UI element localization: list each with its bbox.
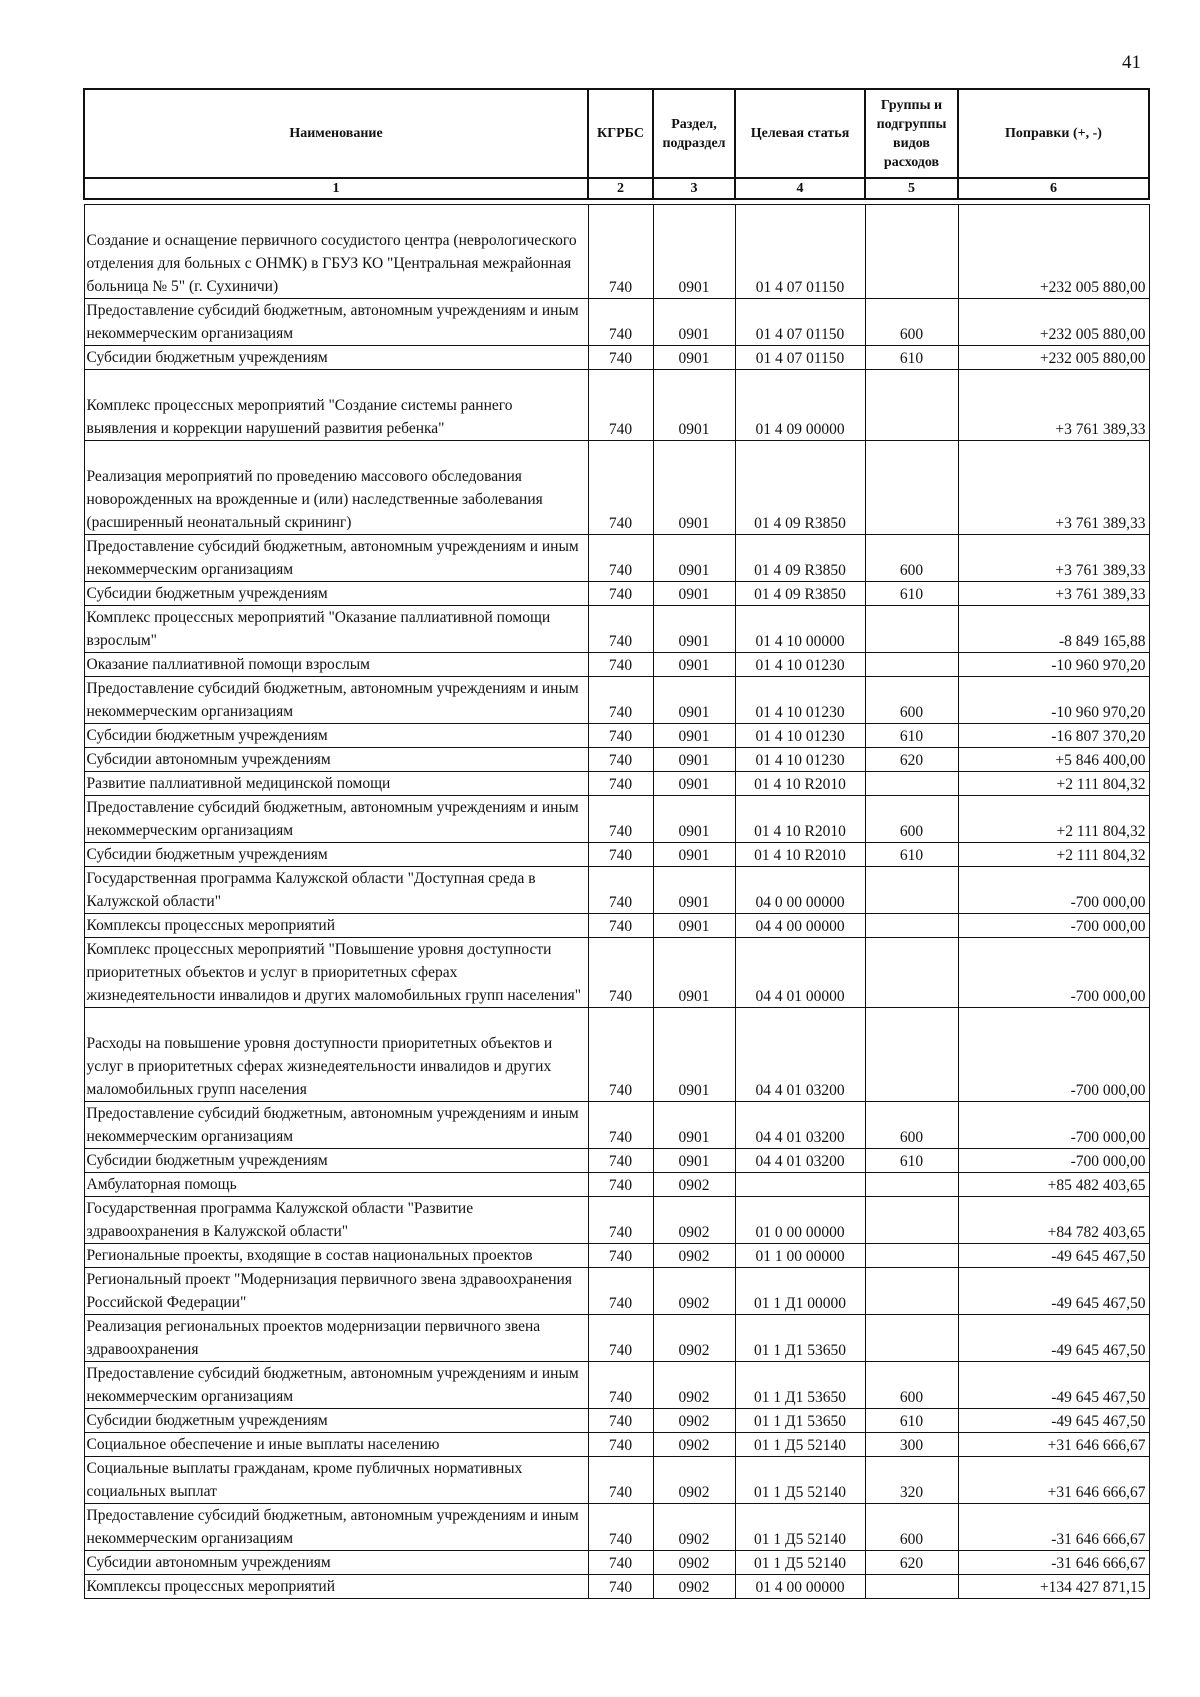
column-number: 6	[958, 178, 1149, 199]
row-section: 0902	[653, 1315, 735, 1362]
row-expense-group: 610	[865, 346, 958, 370]
row-amendment-amount: -49 645 467,50	[958, 1244, 1149, 1268]
row-target-article: 01 4 00 00000	[735, 1575, 865, 1599]
row-name: Реализация мероприятий по проведению массового обследования новорожденных на врожденные и (или) наследственные заболевания (расширенный неонатальный скрининг)	[84, 441, 588, 535]
row-expense-group: 610	[865, 843, 958, 867]
row-expense-group: 600	[865, 796, 958, 843]
row-name: Региональные проекты, входящие в состав национальных проектов	[84, 1244, 588, 1268]
row-target-article: 01 4 07 01150	[735, 299, 865, 346]
row-amendment-amount: -700 000,00	[958, 1149, 1149, 1173]
row-target-article: 01 4 10 R2010	[735, 796, 865, 843]
row-kgrbs: 740	[588, 1575, 653, 1599]
row-target-article: 01 4 10 01230	[735, 677, 865, 724]
row-name: Комплекс процессных мероприятий "Создание системы раннего выявления и коррекции нарушений развития ребенка"	[84, 370, 588, 441]
table-row	[84, 1149, 1149, 1173]
row-amendment-amount: +2 111 804,32	[958, 843, 1149, 867]
row-name: Государственная программа Калужской области "Доступная среда в Калужской области"	[84, 867, 588, 914]
row-amendment-amount: -49 645 467,50	[958, 1362, 1149, 1409]
row-name: Предоставление субсидий бюджетным, автономным учреждениям и иным некоммерческим организациям	[84, 677, 588, 724]
row-name: Предоставление субсидий бюджетным, автономным учреждениям и иным некоммерческим организациям	[84, 1504, 588, 1551]
row-expense-group	[865, 1575, 958, 1599]
row-amendment-amount: -700 000,00	[958, 1008, 1149, 1102]
row-kgrbs: 740	[588, 1551, 653, 1575]
row-expense-group	[865, 370, 958, 441]
row-amendment-amount: +84 782 403,65	[958, 1197, 1149, 1244]
table-row	[84, 582, 1149, 606]
row-section: 0902	[653, 1457, 735, 1504]
table-row	[84, 938, 1149, 1008]
row-expense-group: 610	[865, 724, 958, 748]
row-amendment-amount: +232 005 880,00	[958, 299, 1149, 346]
table-row	[84, 1575, 1149, 1599]
row-kgrbs: 740	[588, 1197, 653, 1244]
row-section: 0901	[653, 370, 735, 441]
table-row	[84, 772, 1149, 796]
row-expense-group: 600	[865, 1504, 958, 1551]
row-target-article: 01 4 10 R2010	[735, 772, 865, 796]
row-section: 0901	[653, 535, 735, 582]
row-expense-group	[865, 1244, 958, 1268]
row-kgrbs: 740	[588, 1362, 653, 1409]
row-amendment-amount: -49 645 467,50	[958, 1268, 1149, 1315]
row-kgrbs: 740	[588, 1149, 653, 1173]
row-name: Амбулаторная помощь	[84, 1173, 588, 1197]
row-amendment-amount: -8 849 165,88	[958, 606, 1149, 653]
row-target-article: 01 1 00 00000	[735, 1244, 865, 1268]
table-row	[84, 1551, 1149, 1575]
row-amendment-amount: -49 645 467,50	[958, 1409, 1149, 1433]
row-expense-group	[865, 1008, 958, 1102]
table-row	[84, 205, 1149, 299]
row-name: Комплексы процессных мероприятий	[84, 914, 588, 938]
table-row	[84, 1008, 1149, 1102]
row-name: Субсидии автономным учреждениям	[84, 748, 588, 772]
row-name: Предоставление субсидий бюджетным, автономным учреждениям и иным некоммерческим организациям	[84, 1362, 588, 1409]
page-number: 41	[1122, 52, 1141, 73]
column-number-row	[84, 178, 1149, 199]
row-section: 0901	[653, 346, 735, 370]
row-expense-group: 300	[865, 1433, 958, 1457]
row-expense-group: 320	[865, 1457, 958, 1504]
row-name: Комплекс процессных мероприятий "Оказание паллиативной помощи взрослым"	[84, 606, 588, 653]
table-row	[84, 1362, 1149, 1409]
row-name: Субсидии автономным учреждениям	[84, 1551, 588, 1575]
row-amendment-amount: +3 761 389,33	[958, 582, 1149, 606]
row-target-article: 01 4 10 01230	[735, 748, 865, 772]
row-expense-group	[865, 1315, 958, 1362]
row-section: 0901	[653, 441, 735, 535]
row-target-article: 04 0 00 00000	[735, 867, 865, 914]
header-section: Раздел, подраздел	[653, 89, 735, 178]
row-target-article: 01 4 10 01230	[735, 653, 865, 677]
row-name: Социальное обеспечение и иные выплаты населению	[84, 1433, 588, 1457]
row-amendment-amount: +5 846 400,00	[958, 748, 1149, 772]
table-row	[84, 1173, 1149, 1197]
row-kgrbs: 740	[588, 535, 653, 582]
row-kgrbs: 740	[588, 748, 653, 772]
table-row	[84, 843, 1149, 867]
row-section: 0901	[653, 1149, 735, 1173]
row-name: Государственная программа Калужской области "Развитие здравоохранения в Калужской области"	[84, 1197, 588, 1244]
row-name: Расходы на повышение уровня доступности приоритетных объектов и услуг в приоритетных сферах жизнедеятельности инвалидов и других маломобильных групп населения	[84, 1008, 588, 1102]
row-name: Субсидии бюджетным учреждениям	[84, 582, 588, 606]
row-section: 0901	[653, 938, 735, 1008]
row-section: 0902	[653, 1504, 735, 1551]
row-section: 0902	[653, 1197, 735, 1244]
row-expense-group	[865, 205, 958, 299]
table-row	[84, 796, 1149, 843]
row-expense-group	[865, 606, 958, 653]
row-kgrbs: 740	[588, 1457, 653, 1504]
row-name: Субсидии бюджетным учреждениям	[84, 1149, 588, 1173]
table-row	[84, 299, 1149, 346]
row-expense-group: 600	[865, 299, 958, 346]
row-target-article: 01 4 10 00000	[735, 606, 865, 653]
row-expense-group: 610	[865, 1149, 958, 1173]
row-amendment-amount: +3 761 389,33	[958, 370, 1149, 441]
row-expense-group	[865, 867, 958, 914]
row-expense-group: 620	[865, 1551, 958, 1575]
row-name: Субсидии бюджетным учреждениям	[84, 346, 588, 370]
row-amendment-amount: -10 960 970,20	[958, 677, 1149, 724]
row-name: Субсидии бюджетным учреждениям	[84, 1409, 588, 1433]
table-row	[84, 724, 1149, 748]
row-target-article: 01 1 Д1 00000	[735, 1268, 865, 1315]
row-name: Реализация региональных проектов модернизации первичного звена здравоохранения	[84, 1315, 588, 1362]
row-section: 0902	[653, 1268, 735, 1315]
row-amendment-amount: -16 807 370,20	[958, 724, 1149, 748]
row-kgrbs: 740	[588, 1008, 653, 1102]
row-expense-group	[865, 772, 958, 796]
row-expense-group	[865, 653, 958, 677]
table-row	[84, 1409, 1149, 1433]
row-expense-group	[865, 1197, 958, 1244]
row-amendment-amount: +134 427 871,15	[958, 1575, 1149, 1599]
row-target-article: 01 4 10 01230	[735, 724, 865, 748]
header-kgrbs: КГРБС	[588, 89, 653, 178]
row-amendment-amount: -700 000,00	[958, 938, 1149, 1008]
row-kgrbs: 740	[588, 1504, 653, 1551]
row-target-article: 01 1 Д1 53650	[735, 1409, 865, 1433]
header-groups: Группы и подгруппы видов расходов	[865, 89, 958, 178]
column-number: 1	[84, 178, 588, 199]
table-row	[84, 1244, 1149, 1268]
table-body	[84, 205, 1149, 1599]
table-row	[84, 1457, 1149, 1504]
row-name: Комплекс процессных мероприятий "Повышение уровня доступности приоритетных объектов и услуг в приоритетных сферах жизнедеятельности инвалидов и других маломобильных групп населения"	[84, 938, 588, 1008]
row-kgrbs: 740	[588, 914, 653, 938]
row-kgrbs: 740	[588, 1268, 653, 1315]
row-section: 0902	[653, 1362, 735, 1409]
row-section: 0902	[653, 1409, 735, 1433]
row-section: 0901	[653, 205, 735, 299]
row-section: 0902	[653, 1575, 735, 1599]
row-kgrbs: 740	[588, 606, 653, 653]
row-target-article: 01 4 07 01150	[735, 346, 865, 370]
row-kgrbs: 740	[588, 370, 653, 441]
row-target-article: 01 4 09 R3850	[735, 582, 865, 606]
row-target-article: 04 4 01 03200	[735, 1102, 865, 1149]
row-expense-group	[865, 1173, 958, 1197]
header-target: Целевая статья	[735, 89, 865, 178]
row-amendment-amount: +3 761 389,33	[958, 535, 1149, 582]
row-kgrbs: 740	[588, 653, 653, 677]
row-section: 0901	[653, 582, 735, 606]
row-kgrbs: 740	[588, 796, 653, 843]
row-kgrbs: 740	[588, 205, 653, 299]
row-amendment-amount: +31 646 666,67	[958, 1433, 1149, 1457]
row-section: 0901	[653, 914, 735, 938]
row-amendment-amount: -31 646 666,67	[958, 1551, 1149, 1575]
row-target-article: 01 1 Д5 52140	[735, 1457, 865, 1504]
row-amendment-amount: +2 111 804,32	[958, 772, 1149, 796]
row-section: 0901	[653, 796, 735, 843]
table-row	[84, 653, 1149, 677]
row-section: 0901	[653, 1008, 735, 1102]
header-row	[84, 89, 1149, 178]
row-section: 0901	[653, 653, 735, 677]
row-kgrbs: 740	[588, 1244, 653, 1268]
row-name: Предоставление субсидий бюджетным, автономным учреждениям и иным некоммерческим организациям	[84, 1102, 588, 1149]
row-target-article: 01 1 Д5 52140	[735, 1433, 865, 1457]
row-name: Предоставление субсидий бюджетным, автономным учреждениям и иным некоммерческим организациям	[84, 299, 588, 346]
row-amendment-amount: -700 000,00	[958, 914, 1149, 938]
table-row	[84, 748, 1149, 772]
row-section: 0901	[653, 867, 735, 914]
row-amendment-amount: +232 005 880,00	[958, 205, 1149, 299]
row-amendment-amount: +85 482 403,65	[958, 1173, 1149, 1197]
row-expense-group: 600	[865, 535, 958, 582]
table-row	[84, 441, 1149, 535]
column-number: 4	[735, 178, 865, 199]
row-name: Создание и оснащение первичного сосудистого центра (неврологического отделения для больных с ОНМК) в ГБУЗ КО "Центральная межрайонная больница № 5" (г. Сухиничи)	[84, 205, 588, 299]
row-expense-group	[865, 914, 958, 938]
row-expense-group	[865, 938, 958, 1008]
row-expense-group: 600	[865, 1362, 958, 1409]
row-kgrbs: 740	[588, 1433, 653, 1457]
row-name: Социальные выплаты гражданам, кроме публичных нормативных социальных выплат	[84, 1457, 588, 1504]
row-name: Предоставление субсидий бюджетным, автономным учреждениям и иным некоммерческим организациям	[84, 535, 588, 582]
row-kgrbs: 740	[588, 867, 653, 914]
row-target-article: 01 4 07 01150	[735, 205, 865, 299]
row-amendment-amount: -10 960 970,20	[958, 653, 1149, 677]
column-number: 5	[865, 178, 958, 199]
row-kgrbs: 740	[588, 1409, 653, 1433]
row-expense-group: 620	[865, 748, 958, 772]
row-section: 0902	[653, 1173, 735, 1197]
row-section: 0901	[653, 299, 735, 346]
table-row	[84, 1102, 1149, 1149]
row-kgrbs: 740	[588, 677, 653, 724]
row-target-article: 01 4 09 R3850	[735, 441, 865, 535]
row-target-article: 01 1 Д5 52140	[735, 1551, 865, 1575]
row-target-article: 04 4 01 03200	[735, 1008, 865, 1102]
row-name: Комплексы процессных мероприятий	[84, 1575, 588, 1599]
row-target-article: 01 4 10 R2010	[735, 843, 865, 867]
row-target-article: 01 1 Д1 53650	[735, 1362, 865, 1409]
row-kgrbs: 740	[588, 299, 653, 346]
row-amendment-amount: -700 000,00	[958, 1102, 1149, 1149]
row-target-article: 04 4 01 00000	[735, 938, 865, 1008]
row-expense-group: 600	[865, 677, 958, 724]
header-name: Наименование	[84, 89, 588, 178]
table-row	[84, 867, 1149, 914]
row-expense-group: 600	[865, 1102, 958, 1149]
table-row	[84, 370, 1149, 441]
row-name: Региональный проект "Модернизация первичного звена здравоохранения Российской Федерации"	[84, 1268, 588, 1315]
row-expense-group: 610	[865, 1409, 958, 1433]
row-section: 0902	[653, 1433, 735, 1457]
row-section: 0901	[653, 677, 735, 724]
row-target-article: 01 1 Д1 53650	[735, 1315, 865, 1362]
table-row	[84, 535, 1149, 582]
table-row	[84, 914, 1149, 938]
row-kgrbs: 740	[588, 1315, 653, 1362]
row-kgrbs: 740	[588, 1173, 653, 1197]
table-row	[84, 346, 1149, 370]
row-name: Субсидии бюджетным учреждениям	[84, 724, 588, 748]
row-target-article: 04 4 01 03200	[735, 1149, 865, 1173]
row-amendment-amount: -49 645 467,50	[958, 1315, 1149, 1362]
table-row	[84, 1315, 1149, 1362]
row-expense-group	[865, 1268, 958, 1315]
table-row	[84, 1504, 1149, 1551]
row-kgrbs: 740	[588, 938, 653, 1008]
row-amendment-amount: -31 646 666,67	[958, 1504, 1149, 1551]
row-section: 0901	[653, 606, 735, 653]
row-kgrbs: 740	[588, 441, 653, 535]
row-amendment-amount: +3 761 389,33	[958, 441, 1149, 535]
row-target-article: 04 4 00 00000	[735, 914, 865, 938]
table-row	[84, 677, 1149, 724]
table-row	[84, 606, 1149, 653]
column-number: 3	[653, 178, 735, 199]
row-kgrbs: 740	[588, 843, 653, 867]
row-section: 0902	[653, 1551, 735, 1575]
row-name: Субсидии бюджетным учреждениям	[84, 843, 588, 867]
row-amendment-amount: -700 000,00	[958, 867, 1149, 914]
row-kgrbs: 740	[588, 724, 653, 748]
header-amendments: Поправки (+, -)	[958, 89, 1149, 178]
row-target-article: 01 4 09 R3850	[735, 535, 865, 582]
row-target-article: 01 4 09 00000	[735, 370, 865, 441]
table-row	[84, 1197, 1149, 1244]
row-expense-group: 610	[865, 582, 958, 606]
row-amendment-amount: +31 646 666,67	[958, 1457, 1149, 1504]
table-row	[84, 1433, 1149, 1457]
row-amendment-amount: +2 111 804,32	[958, 796, 1149, 843]
row-name: Развитие паллиативной медицинской помощи	[84, 772, 588, 796]
row-kgrbs: 740	[588, 346, 653, 370]
budget-amendments-table	[83, 88, 1150, 1599]
row-target-article: 01 1 Д5 52140	[735, 1504, 865, 1551]
row-target-article: 01 0 00 00000	[735, 1197, 865, 1244]
column-number: 2	[588, 178, 653, 199]
row-section: 0901	[653, 772, 735, 796]
row-kgrbs: 740	[588, 582, 653, 606]
row-target-article	[735, 1173, 865, 1197]
row-kgrbs: 740	[588, 1102, 653, 1149]
row-amendment-amount: +232 005 880,00	[958, 346, 1149, 370]
row-section: 0901	[653, 724, 735, 748]
row-expense-group	[865, 441, 958, 535]
row-section: 0901	[653, 748, 735, 772]
row-name: Предоставление субсидий бюджетным, автономным учреждениям и иным некоммерческим организациям	[84, 796, 588, 843]
row-kgrbs: 740	[588, 772, 653, 796]
row-name: Оказание паллиативной помощи взрослым	[84, 653, 588, 677]
row-section: 0901	[653, 1102, 735, 1149]
row-section: 0901	[653, 843, 735, 867]
table-row	[84, 1268, 1149, 1315]
row-section: 0902	[653, 1244, 735, 1268]
